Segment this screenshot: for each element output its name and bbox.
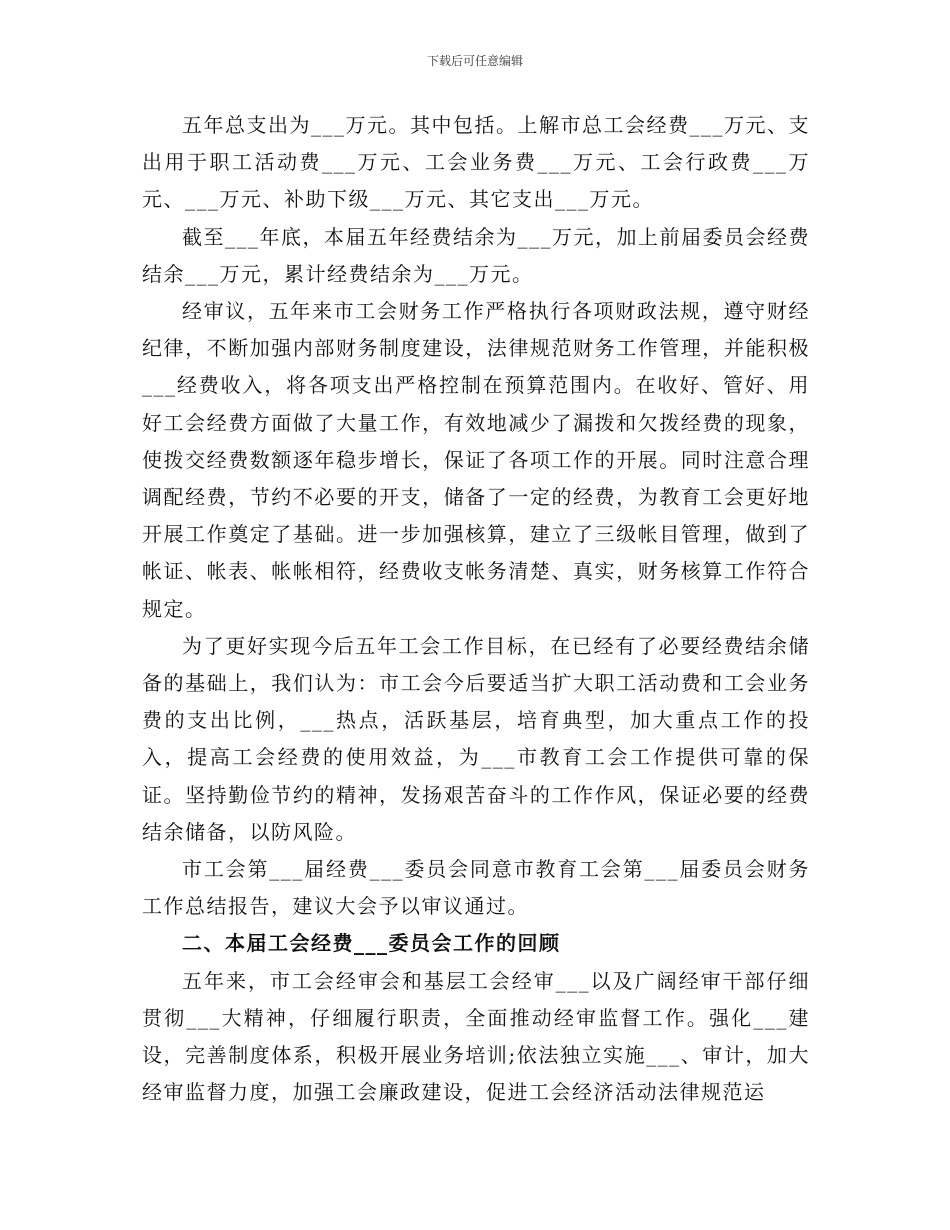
document-body [142,107,810,1111]
section-heading: 二、本届工会经费___委员会工作的回顾 [182,931,561,956]
paragraph-balance: 截至___年底，本届五年经费结余为___万元，加上前届委员会经费结余___万元，累计经费结余为___万元。 [142,224,810,286]
page-header: 下载后可任意编辑 [426,54,523,68]
paragraph-review: 经审议，五年来市工会财务工作严格执行各项财政法规，遵守财经纪律，不断加强内部财务制度建设，法律规范财务工作管理，并能积极___经费收入，将各项支出严格控制在预算范围内。在收好、管好、用好工会经费方面做了大量工作，有效地减少了漏拨和欠拨经费的现象，使拨交经费数额逐年稳步增长，保证了各项工作的开展。同时注意合理调配经费，节约不必要的开支，储备了一定的经费，为教育工会更好地开展工作奠定了基础。进一步加强核算，建立了三级帐目管理，做到了帐证、帐表、帐帐相符，经费收支帐务清楚、真实，财务核算工作符合规定。 [142,299,810,621]
paragraph-approval: 市工会第___届经费___委员会同意市教育工会第___届委员会财务工作总结报告，建议大会予以审议通过。 [142,857,810,919]
paragraph-expenditure: 五年总支出为___万元。其中包括。上解市总工会经费___万元、支出用于职工活动费___万元、工会业务费___万元、工会行政费___万元、___万元、补助下级___万元、其它支出___万元。 [142,113,810,212]
paragraph-recommendation: 为了更好实现今后五年工会工作目标，在已经有了必要经费结余储备的基础上，我们认为：市工会今后要适当扩大职工活动费和工会业务费的支出比例，___热点，活跃基层，培育典型，加大重点工作的投入，提高工会经费的使用效益，为___市教育工会工作提供可靠的保证。坚持勤俭节约的精神，发扬艰苦奋斗的工作作风，保证必要的经费结余储备，以防风险。 [142,633,810,844]
paragraph-retrospective: 五年来，市工会经审会和基层工会经审___以及广阔经审干部仔细贯彻___大精神，仔细履行职责，全面推动经审监督工作。强化___建设，完善制度体系，积极开展业务培训;依法独立实施___、审计，加大经审监督力度，加强工会廉政建设，促进工会经济活动法律规范运 [142,968,810,1105]
